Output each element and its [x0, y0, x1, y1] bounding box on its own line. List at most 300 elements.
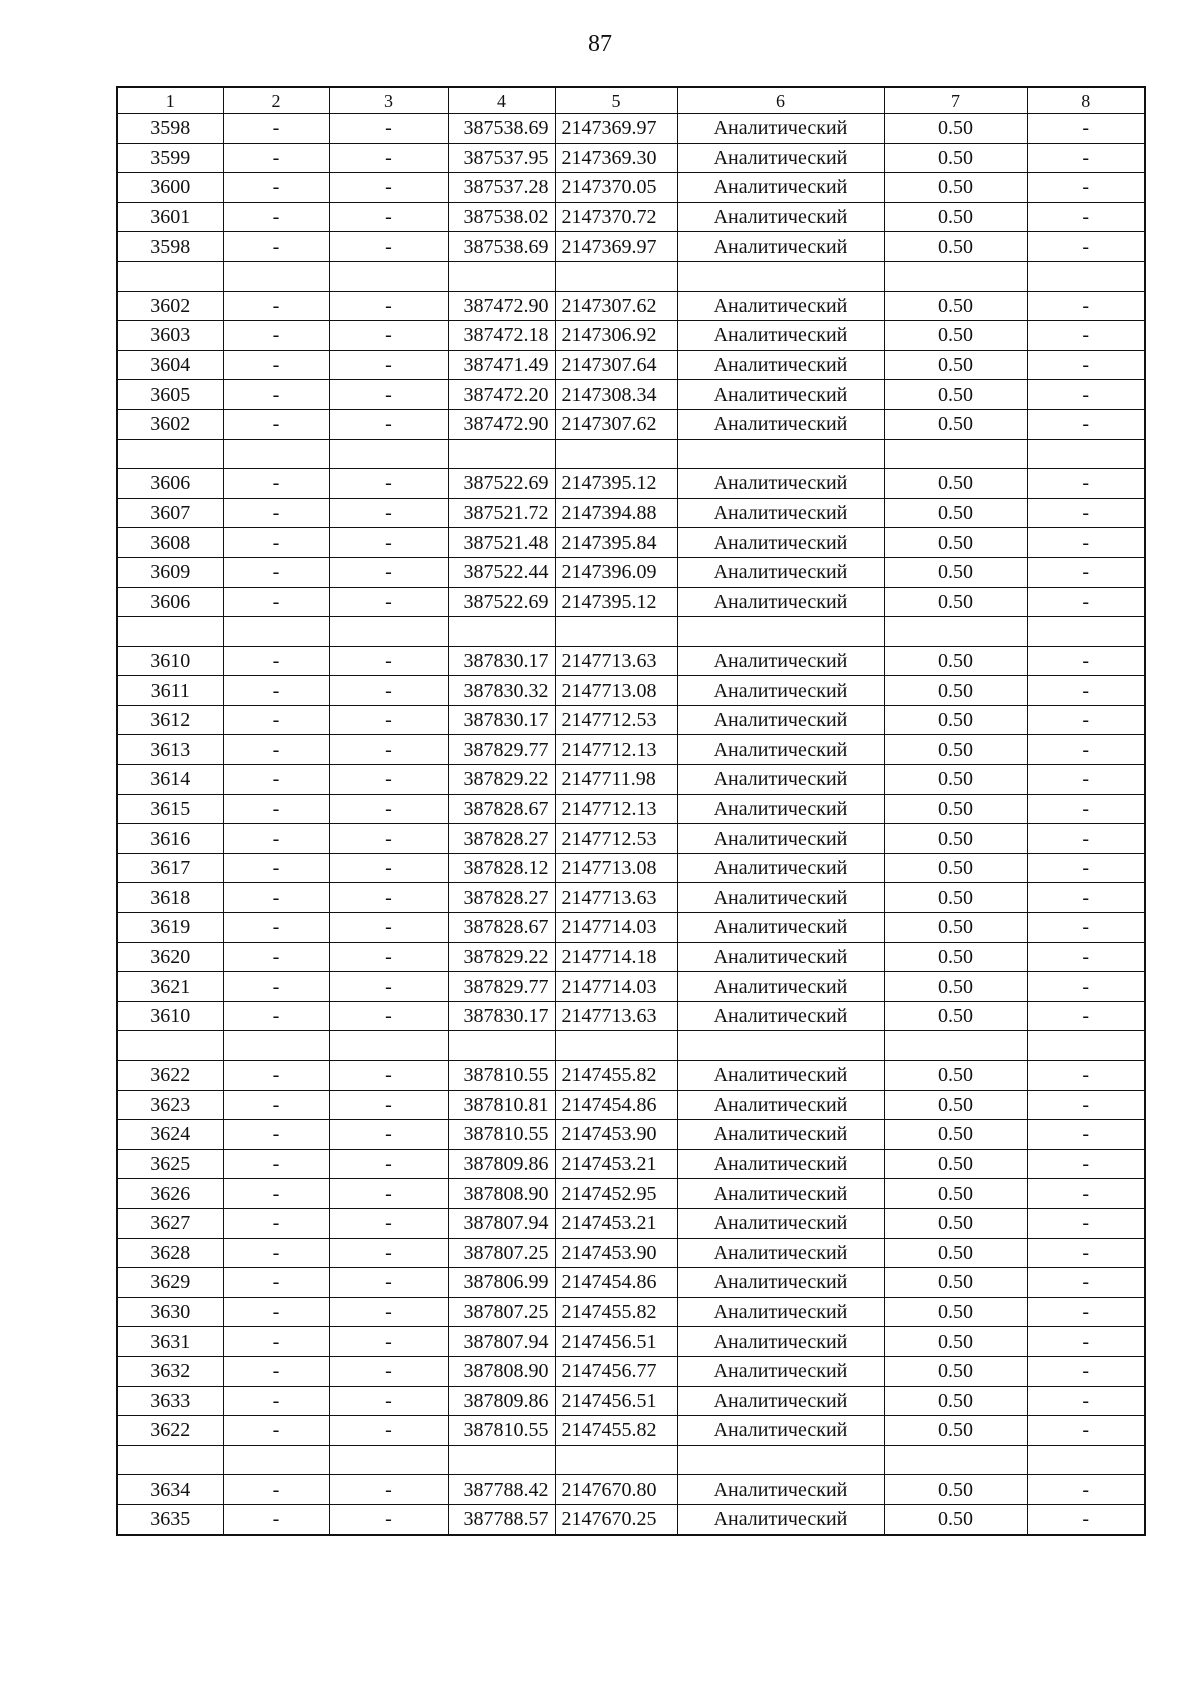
table-row	[117, 1475, 1145, 1505]
x-coordinate-cell: 387807.94	[448, 1208, 555, 1238]
method-cell: Аналитический	[677, 735, 884, 765]
col8-cell: -	[1027, 1268, 1145, 1298]
col2-cell: -	[223, 1238, 329, 1268]
empty-cell	[884, 261, 1027, 291]
table-row	[117, 291, 1145, 321]
y-coordinate-cell: 2147369.30	[555, 143, 677, 173]
col2-cell: -	[223, 1090, 329, 1120]
col8-cell: -	[1027, 942, 1145, 972]
point-number-cell: 3632	[117, 1356, 223, 1386]
col8-cell: -	[1027, 853, 1145, 883]
point-number-cell: 3611	[117, 676, 223, 706]
col3-cell: -	[329, 913, 448, 943]
table-row	[117, 1179, 1145, 1209]
col3-cell: -	[329, 853, 448, 883]
y-coordinate-cell: 2147306.92	[555, 321, 677, 351]
col8-cell: -	[1027, 735, 1145, 765]
empty-cell	[223, 439, 329, 469]
accuracy-cell: 0.50	[884, 1179, 1027, 1209]
point-number-cell: 3626	[117, 1179, 223, 1209]
accuracy-cell: 0.50	[884, 1149, 1027, 1179]
y-coordinate-cell: 2147369.97	[555, 232, 677, 262]
col8-cell: -	[1027, 913, 1145, 943]
empty-cell	[884, 617, 1027, 647]
col8-cell: -	[1027, 1208, 1145, 1238]
point-number-cell: 3623	[117, 1090, 223, 1120]
col8-cell: -	[1027, 883, 1145, 913]
empty-cell	[448, 617, 555, 647]
y-coordinate-cell: 2147670.80	[555, 1475, 677, 1505]
col3-cell: -	[329, 469, 448, 499]
col3-cell: -	[329, 232, 448, 262]
table-row	[117, 853, 1145, 883]
accuracy-cell: 0.50	[884, 853, 1027, 883]
col3-cell: -	[329, 735, 448, 765]
method-cell: Аналитический	[677, 765, 884, 795]
col2-cell: -	[223, 735, 329, 765]
empty-cell	[677, 1445, 884, 1475]
method-cell: Аналитический	[677, 883, 884, 913]
x-coordinate-cell: 387521.72	[448, 498, 555, 528]
col2-cell: -	[223, 1120, 329, 1150]
method-cell: Аналитический	[677, 913, 884, 943]
empty-cell	[1027, 439, 1145, 469]
accuracy-cell: 0.50	[884, 1268, 1027, 1298]
table-row	[117, 114, 1145, 144]
accuracy-cell: 0.50	[884, 143, 1027, 173]
accuracy-cell: 0.50	[884, 350, 1027, 380]
x-coordinate-cell: 387808.90	[448, 1356, 555, 1386]
method-cell: Аналитический	[677, 143, 884, 173]
empty-cell	[117, 617, 223, 647]
col2-cell: -	[223, 883, 329, 913]
col3-cell: -	[329, 498, 448, 528]
accuracy-cell: 0.50	[884, 1416, 1027, 1446]
accuracy-cell: 0.50	[884, 1356, 1027, 1386]
empty-cell	[884, 1031, 1027, 1061]
table-row	[117, 498, 1145, 528]
col3-cell: -	[329, 1297, 448, 1327]
col8-cell: -	[1027, 765, 1145, 795]
point-number-cell: 3610	[117, 1001, 223, 1031]
method-cell: Аналитический	[677, 202, 884, 232]
col3-cell: -	[329, 1090, 448, 1120]
col3-cell: -	[329, 1120, 448, 1150]
col8-cell: -	[1027, 469, 1145, 499]
x-coordinate-cell: 387828.67	[448, 913, 555, 943]
x-coordinate-cell: 387810.55	[448, 1416, 555, 1446]
empty-cell	[448, 1031, 555, 1061]
col3-cell: -	[329, 676, 448, 706]
method-cell: Аналитический	[677, 705, 884, 735]
method-cell: Аналитический	[677, 409, 884, 439]
y-coordinate-cell: 2147714.03	[555, 972, 677, 1002]
y-coordinate-cell: 2147369.97	[555, 114, 677, 144]
y-coordinate-cell: 2147394.88	[555, 498, 677, 528]
accuracy-cell: 0.50	[884, 557, 1027, 587]
x-coordinate-cell: 387806.99	[448, 1268, 555, 1298]
x-coordinate-cell: 387808.90	[448, 1179, 555, 1209]
col8-cell: -	[1027, 1475, 1145, 1505]
col3-cell: -	[329, 380, 448, 410]
y-coordinate-cell: 2147454.86	[555, 1090, 677, 1120]
col2-cell: -	[223, 1356, 329, 1386]
col3-cell: -	[329, 1504, 448, 1534]
col2-cell: -	[223, 202, 329, 232]
col8-cell: -	[1027, 1149, 1145, 1179]
method-cell: Аналитический	[677, 587, 884, 617]
point-number-cell: 3617	[117, 853, 223, 883]
empty-cell	[117, 439, 223, 469]
accuracy-cell: 0.50	[884, 1001, 1027, 1031]
point-number-cell: 3619	[117, 913, 223, 943]
x-coordinate-cell: 387807.25	[448, 1297, 555, 1327]
col3-cell: -	[329, 824, 448, 854]
col2-cell: -	[223, 1208, 329, 1238]
point-number-cell: 3603	[117, 321, 223, 351]
point-number-cell: 3599	[117, 143, 223, 173]
x-coordinate-cell: 387472.90	[448, 409, 555, 439]
point-number-cell: 3598	[117, 232, 223, 262]
x-coordinate-cell: 387472.20	[448, 380, 555, 410]
x-coordinate-cell: 387809.86	[448, 1149, 555, 1179]
empty-cell	[223, 617, 329, 647]
col2-cell: -	[223, 1386, 329, 1416]
x-coordinate-cell: 387521.48	[448, 528, 555, 558]
accuracy-cell: 0.50	[884, 676, 1027, 706]
table-row	[117, 587, 1145, 617]
col2-cell: -	[223, 1179, 329, 1209]
col3-cell: -	[329, 1001, 448, 1031]
empty-cell	[117, 261, 223, 291]
col2-cell: -	[223, 972, 329, 1002]
col2-cell: -	[223, 498, 329, 528]
col2-cell: -	[223, 824, 329, 854]
point-number-cell: 3616	[117, 824, 223, 854]
y-coordinate-cell: 2147713.08	[555, 676, 677, 706]
x-coordinate-cell: 387810.55	[448, 1061, 555, 1091]
coordinates-table	[116, 86, 1146, 1536]
y-coordinate-cell: 2147670.25	[555, 1504, 677, 1534]
table-row	[117, 202, 1145, 232]
empty-cell	[1027, 1031, 1145, 1061]
accuracy-cell: 0.50	[884, 972, 1027, 1002]
y-coordinate-cell: 2147712.13	[555, 794, 677, 824]
empty-cell	[329, 439, 448, 469]
col3-cell: -	[329, 765, 448, 795]
method-cell: Аналитический	[677, 557, 884, 587]
empty-cell	[329, 261, 448, 291]
separator-row	[117, 1031, 1145, 1061]
empty-cell	[1027, 1445, 1145, 1475]
x-coordinate-cell: 387830.17	[448, 1001, 555, 1031]
separator-row	[117, 617, 1145, 647]
col8-cell: -	[1027, 1001, 1145, 1031]
column-header: 7	[884, 87, 1027, 114]
method-cell: Аналитический	[677, 469, 884, 499]
col2-cell: -	[223, 676, 329, 706]
point-number-cell: 3625	[117, 1149, 223, 1179]
table-row	[117, 1120, 1145, 1150]
table-row	[117, 735, 1145, 765]
accuracy-cell: 0.50	[884, 291, 1027, 321]
method-cell: Аналитический	[677, 498, 884, 528]
col8-cell: -	[1027, 1504, 1145, 1534]
table-row	[117, 143, 1145, 173]
point-number-cell: 3612	[117, 705, 223, 735]
table-row	[117, 1001, 1145, 1031]
col2-cell: -	[223, 321, 329, 351]
col8-cell: -	[1027, 409, 1145, 439]
y-coordinate-cell: 2147453.90	[555, 1120, 677, 1150]
x-coordinate-cell: 387809.86	[448, 1386, 555, 1416]
point-number-cell: 3615	[117, 794, 223, 824]
y-coordinate-cell: 2147712.13	[555, 735, 677, 765]
column-header: 3	[329, 87, 448, 114]
col8-cell: -	[1027, 824, 1145, 854]
col2-cell: -	[223, 143, 329, 173]
col3-cell: -	[329, 557, 448, 587]
col2-cell: -	[223, 1268, 329, 1298]
table-row	[117, 883, 1145, 913]
y-coordinate-cell: 2147713.63	[555, 646, 677, 676]
point-number-cell: 3604	[117, 350, 223, 380]
empty-cell	[223, 1445, 329, 1475]
accuracy-cell: 0.50	[884, 646, 1027, 676]
col3-cell: -	[329, 794, 448, 824]
method-cell: Аналитический	[677, 676, 884, 706]
x-coordinate-cell: 387810.81	[448, 1090, 555, 1120]
point-number-cell: 3608	[117, 528, 223, 558]
x-coordinate-cell: 387538.69	[448, 232, 555, 262]
method-cell: Аналитический	[677, 1208, 884, 1238]
column-header: 2	[223, 87, 329, 114]
x-coordinate-cell: 387830.17	[448, 705, 555, 735]
y-coordinate-cell: 2147456.51	[555, 1386, 677, 1416]
col2-cell: -	[223, 557, 329, 587]
table-row	[117, 1208, 1145, 1238]
x-coordinate-cell: 387828.27	[448, 824, 555, 854]
col2-cell: -	[223, 587, 329, 617]
table-row	[117, 1297, 1145, 1327]
empty-cell	[223, 261, 329, 291]
col8-cell: -	[1027, 528, 1145, 558]
col3-cell: -	[329, 173, 448, 203]
col2-cell: -	[223, 705, 329, 735]
empty-cell	[677, 261, 884, 291]
empty-cell	[555, 617, 677, 647]
col2-cell: -	[223, 1475, 329, 1505]
method-cell: Аналитический	[677, 942, 884, 972]
accuracy-cell: 0.50	[884, 498, 1027, 528]
y-coordinate-cell: 2147713.08	[555, 853, 677, 883]
point-number-cell: 3621	[117, 972, 223, 1002]
col3-cell: -	[329, 972, 448, 1002]
table-row	[117, 1149, 1145, 1179]
y-coordinate-cell: 2147396.09	[555, 557, 677, 587]
col2-cell: -	[223, 1001, 329, 1031]
table-row	[117, 972, 1145, 1002]
table-row	[117, 1356, 1145, 1386]
y-coordinate-cell: 2147395.12	[555, 469, 677, 499]
x-coordinate-cell: 387522.44	[448, 557, 555, 587]
empty-cell	[677, 1031, 884, 1061]
empty-cell	[1027, 617, 1145, 647]
col3-cell: -	[329, 1327, 448, 1357]
empty-cell	[555, 1031, 677, 1061]
point-number-cell: 3602	[117, 409, 223, 439]
y-coordinate-cell: 2147308.34	[555, 380, 677, 410]
empty-cell	[448, 439, 555, 469]
accuracy-cell: 0.50	[884, 1297, 1027, 1327]
table-row	[117, 232, 1145, 262]
header-row	[117, 87, 1145, 114]
empty-cell	[884, 439, 1027, 469]
col3-cell: -	[329, 350, 448, 380]
accuracy-cell: 0.50	[884, 202, 1027, 232]
col3-cell: -	[329, 705, 448, 735]
separator-row	[117, 1445, 1145, 1475]
table-row	[117, 1238, 1145, 1268]
table-row	[117, 646, 1145, 676]
method-cell: Аналитический	[677, 824, 884, 854]
y-coordinate-cell: 2147453.21	[555, 1149, 677, 1179]
col2-cell: -	[223, 114, 329, 144]
empty-cell	[555, 261, 677, 291]
accuracy-cell: 0.50	[884, 705, 1027, 735]
point-number-cell: 3609	[117, 557, 223, 587]
point-number-cell: 3606	[117, 587, 223, 617]
y-coordinate-cell: 2147370.05	[555, 173, 677, 203]
point-number-cell: 3606	[117, 469, 223, 499]
col8-cell: -	[1027, 173, 1145, 203]
col8-cell: -	[1027, 1090, 1145, 1120]
y-coordinate-cell: 2147456.51	[555, 1327, 677, 1357]
col8-cell: -	[1027, 143, 1145, 173]
col8-cell: -	[1027, 676, 1145, 706]
col8-cell: -	[1027, 794, 1145, 824]
y-coordinate-cell: 2147370.72	[555, 202, 677, 232]
accuracy-cell: 0.50	[884, 232, 1027, 262]
point-number-cell: 3618	[117, 883, 223, 913]
accuracy-cell: 0.50	[884, 735, 1027, 765]
coordinates-table-wrapper	[116, 86, 1144, 1536]
y-coordinate-cell: 2147307.62	[555, 409, 677, 439]
col2-cell: -	[223, 528, 329, 558]
x-coordinate-cell: 387537.28	[448, 173, 555, 203]
col3-cell: -	[329, 1475, 448, 1505]
col3-cell: -	[329, 1208, 448, 1238]
method-cell: Аналитический	[677, 853, 884, 883]
col8-cell: -	[1027, 232, 1145, 262]
column-header: 5	[555, 87, 677, 114]
x-coordinate-cell: 387828.12	[448, 853, 555, 883]
y-coordinate-cell: 2147395.12	[555, 587, 677, 617]
method-cell: Аналитический	[677, 1268, 884, 1298]
table-row	[117, 913, 1145, 943]
y-coordinate-cell: 2147454.86	[555, 1268, 677, 1298]
column-header: 4	[448, 87, 555, 114]
method-cell: Аналитический	[677, 646, 884, 676]
x-coordinate-cell: 387829.22	[448, 942, 555, 972]
point-number-cell: 3614	[117, 765, 223, 795]
col8-cell: -	[1027, 321, 1145, 351]
col8-cell: -	[1027, 1327, 1145, 1357]
accuracy-cell: 0.50	[884, 1327, 1027, 1357]
y-coordinate-cell: 2147711.98	[555, 765, 677, 795]
col3-cell: -	[329, 114, 448, 144]
table-row	[117, 824, 1145, 854]
x-coordinate-cell: 387829.77	[448, 972, 555, 1002]
x-coordinate-cell: 387471.49	[448, 350, 555, 380]
column-header: 6	[677, 87, 884, 114]
col3-cell: -	[329, 1238, 448, 1268]
y-coordinate-cell: 2147452.95	[555, 1179, 677, 1209]
col3-cell: -	[329, 942, 448, 972]
x-coordinate-cell: 387830.17	[448, 646, 555, 676]
col3-cell: -	[329, 291, 448, 321]
x-coordinate-cell: 387828.27	[448, 883, 555, 913]
column-header: 1	[117, 87, 223, 114]
col8-cell: -	[1027, 646, 1145, 676]
x-coordinate-cell: 387829.77	[448, 735, 555, 765]
method-cell: Аналитический	[677, 114, 884, 144]
point-number-cell: 3600	[117, 173, 223, 203]
point-number-cell: 3629	[117, 1268, 223, 1298]
empty-cell	[555, 439, 677, 469]
method-cell: Аналитический	[677, 1416, 884, 1446]
accuracy-cell: 0.50	[884, 1504, 1027, 1534]
col3-cell: -	[329, 1179, 448, 1209]
col2-cell: -	[223, 350, 329, 380]
accuracy-cell: 0.50	[884, 321, 1027, 351]
x-coordinate-cell: 387538.02	[448, 202, 555, 232]
method-cell: Аналитический	[677, 173, 884, 203]
x-coordinate-cell: 387522.69	[448, 469, 555, 499]
y-coordinate-cell: 2147307.64	[555, 350, 677, 380]
point-number-cell: 3605	[117, 380, 223, 410]
x-coordinate-cell: 387472.90	[448, 291, 555, 321]
col3-cell: -	[329, 883, 448, 913]
empty-cell	[884, 1445, 1027, 1475]
x-coordinate-cell: 387537.95	[448, 143, 555, 173]
col8-cell: -	[1027, 380, 1145, 410]
method-cell: Аналитический	[677, 291, 884, 321]
point-number-cell: 3628	[117, 1238, 223, 1268]
method-cell: Аналитический	[677, 232, 884, 262]
col2-cell: -	[223, 1297, 329, 1327]
col3-cell: -	[329, 409, 448, 439]
point-number-cell: 3630	[117, 1297, 223, 1327]
x-coordinate-cell: 387828.67	[448, 794, 555, 824]
x-coordinate-cell: 387810.55	[448, 1120, 555, 1150]
y-coordinate-cell: 2147395.84	[555, 528, 677, 558]
col2-cell: -	[223, 853, 329, 883]
accuracy-cell: 0.50	[884, 883, 1027, 913]
table-row	[117, 1327, 1145, 1357]
empty-cell	[1027, 261, 1145, 291]
accuracy-cell: 0.50	[884, 913, 1027, 943]
col8-cell: -	[1027, 1061, 1145, 1091]
point-number-cell: 3613	[117, 735, 223, 765]
y-coordinate-cell: 2147714.03	[555, 913, 677, 943]
table-row	[117, 469, 1145, 499]
table-row	[117, 321, 1145, 351]
accuracy-cell: 0.50	[884, 587, 1027, 617]
page-number: 87	[588, 31, 612, 57]
table-row	[117, 528, 1145, 558]
empty-cell	[117, 1031, 223, 1061]
